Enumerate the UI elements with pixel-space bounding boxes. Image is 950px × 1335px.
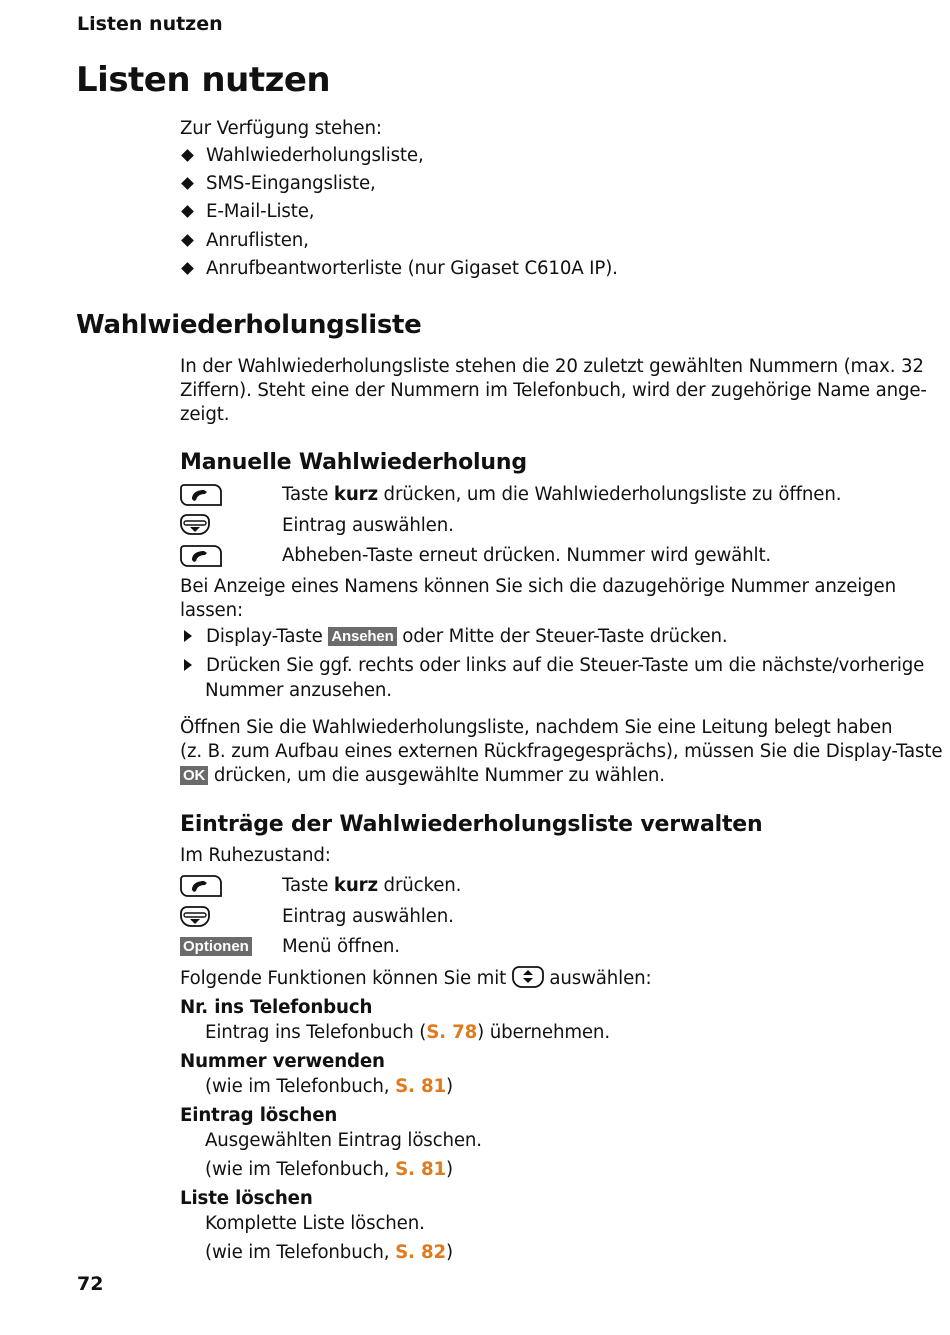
- list-item: Anrufbeantworterliste (nur Gigaset C610A IP).: [180, 258, 618, 279]
- subsection-title: Einträge der Wahlwiederholungsliste verwalten: [180, 812, 763, 837]
- definition-description: Ausgewählten Eintrag löschen.: [205, 1130, 482, 1151]
- section-paragraph-line: zeigt.: [180, 404, 230, 425]
- action-item: Display-Taste Ansehen oder Mitte der Steuer-Taste drücken.: [180, 626, 728, 647]
- step-description: Menü öffnen.: [282, 936, 400, 957]
- control-key-updown-icon: [512, 966, 544, 988]
- hint-line: OK drücken, um die ausgewählte Nummer zu wählen.: [180, 764, 665, 788]
- softkey-label: Ansehen: [328, 627, 396, 646]
- page-number: 72: [77, 1273, 104, 1295]
- action-item: Drücken Sie ggf. rechts oder links auf die Steuer-Taste um die nächste/vorherige: [180, 655, 924, 676]
- list-item: Wahlwiederholungsliste,: [180, 145, 424, 166]
- diamond-bullet-icon: [181, 205, 194, 218]
- subsection-title: Manuelle Wahlwiederholung: [180, 450, 527, 475]
- definition-description: (wie im Telefonbuch, S. 81): [205, 1159, 453, 1180]
- triangle-bullet-icon: [184, 659, 192, 671]
- control-key-down-icon: [180, 513, 210, 537]
- control-key-down-icon: [180, 905, 210, 929]
- diamond-bullet-icon: [181, 149, 194, 162]
- section-title: Wahlwiederholungsliste: [76, 310, 422, 340]
- step-description: Eintrag auswählen.: [282, 906, 454, 927]
- section-paragraph-line: In der Wahlwiederholungsliste stehen die 20 zuletzt gewählten Nummern (max. 32: [180, 356, 924, 377]
- page-link[interactable]: S. 81: [395, 1159, 446, 1180]
- step-description: Eintrag auswählen.: [282, 515, 454, 536]
- section-paragraph-line: Ziffern). Steht eine der Nummern im Telefonbuch, wird der zugehörige Name ange-: [180, 380, 927, 401]
- running-header: Listen nutzen: [77, 13, 223, 35]
- list-item: SMS-Eingangsliste,: [180, 173, 376, 194]
- phone-key-icon: [180, 875, 222, 897]
- definition-term: Eintrag löschen: [180, 1105, 338, 1126]
- definition-description: (wie im Telefonbuch, S. 82): [205, 1242, 453, 1263]
- hint-line: (z. B. zum Aufbau eines externen Rückfragegesprächs), müssen Sie die Display-Taste: [180, 741, 943, 762]
- step-description: Abheben-Taste erneut drücken. Nummer wird gewählt.: [282, 545, 772, 566]
- page-link[interactable]: S. 78: [426, 1022, 478, 1043]
- diamond-bullet-icon: [181, 262, 194, 275]
- definition-term: Nr. ins Telefonbuch: [180, 997, 373, 1018]
- softkey-label: OK: [180, 766, 208, 785]
- intro-lead: Zur Verfügung stehen:: [180, 118, 382, 139]
- definition-description: (wie im Telefonbuch, S. 81): [205, 1076, 453, 1097]
- page-link[interactable]: S. 81: [395, 1076, 446, 1097]
- triangle-bullet-icon: [184, 630, 192, 642]
- phone-key-icon: [180, 545, 222, 567]
- note-line: Bei Anzeige eines Namens können Sie sich die dazugehörige Nummer anzeigen: [180, 576, 896, 597]
- options-softkey: Optionen: [180, 937, 252, 956]
- list-item: E-Mail-Liste,: [180, 201, 314, 222]
- definition-description: Eintrag ins Telefonbuch (S. 78) übernehmen.: [205, 1022, 610, 1043]
- definition-term: Liste löschen: [180, 1188, 313, 1209]
- page-link[interactable]: S. 82: [395, 1242, 446, 1263]
- definition-description: Komplette Liste löschen.: [205, 1213, 425, 1234]
- diamond-bullet-icon: [181, 177, 194, 190]
- hint-line: Öffnen Sie die Wahlwiederholungsliste, nachdem Sie eine Leitung belegt haben: [180, 717, 893, 738]
- action-item-continued: Nummer anzusehen.: [205, 680, 392, 701]
- page-title: Listen nutzen: [76, 60, 331, 100]
- phone-key-icon: [180, 484, 222, 506]
- step-description: Taste kurz drücken.: [282, 875, 462, 896]
- definition-term: Nummer verwenden: [180, 1051, 385, 1072]
- manage-lead: Im Ruhezustand:: [180, 845, 331, 866]
- list-item: Anruflisten,: [180, 230, 309, 251]
- function-intro: Folgende Funktionen können Sie mit auswählen:: [180, 968, 652, 989]
- diamond-bullet-icon: [181, 234, 194, 247]
- step-description: Taste kurz drücken, um die Wahlwiederholungsliste zu öffnen.: [282, 484, 842, 505]
- note-line: lassen:: [180, 600, 243, 621]
